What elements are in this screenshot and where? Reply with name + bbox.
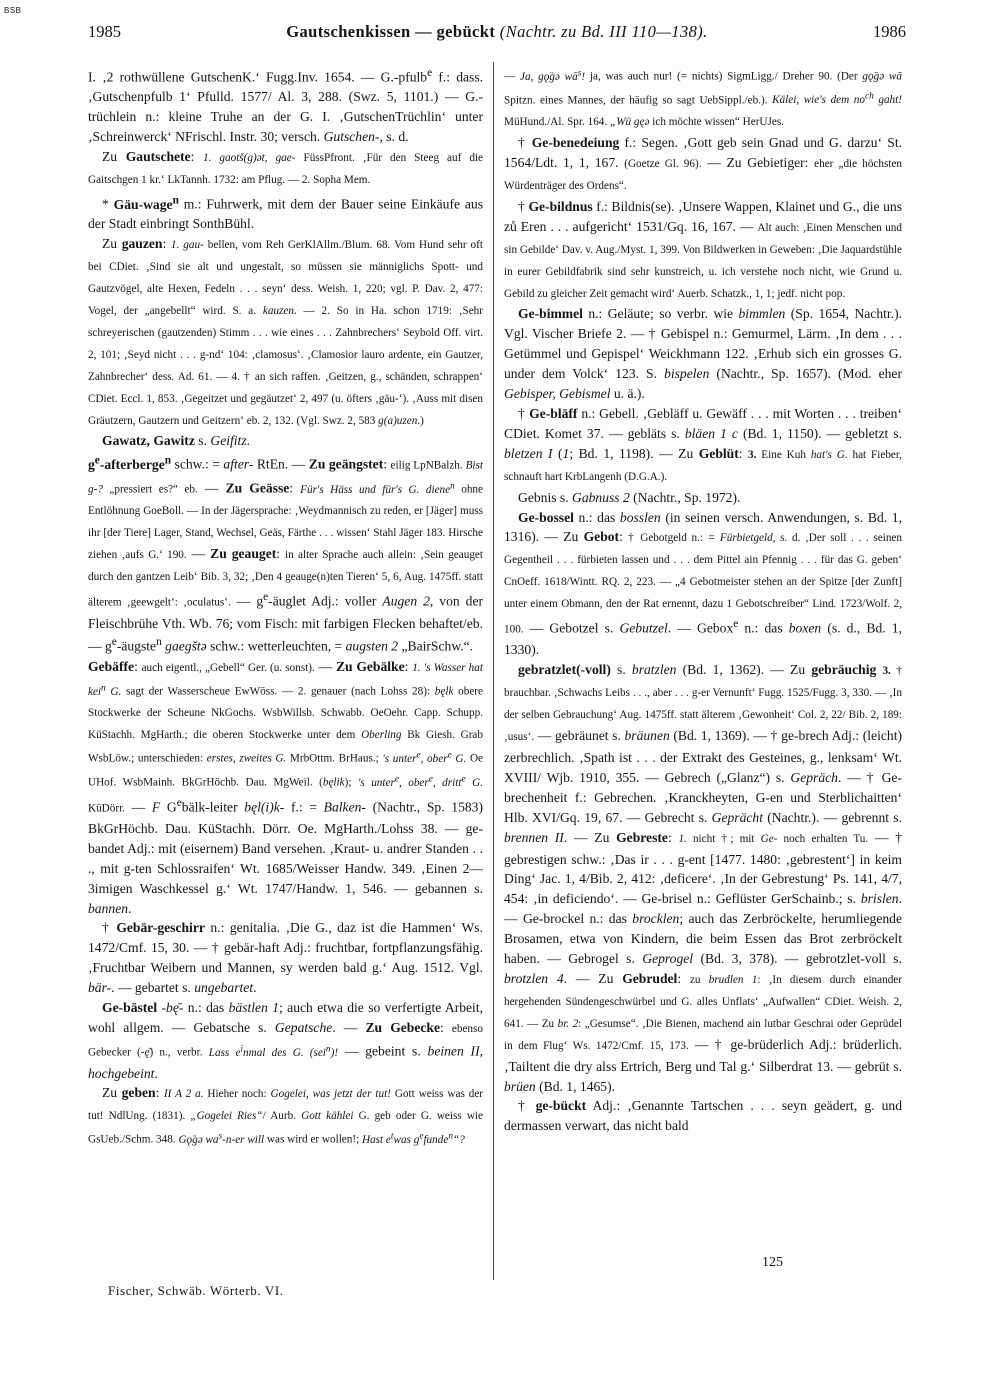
dictionary-entry: Ge-bästel -bę̄- n.: das bästlen 1; auch etwa die so verfertigte Arbeit, wohl allgem. — Gebatsche s. Gepatsche. — Zu Gebecke: ebenso Gebecker (-ę̄) n., verbr. Lass $e^inmal$ des G. (sei$^n$)! — gebeint s. beinen II, hochgebeint. xyxy=(88,1000,483,1081)
dictionary-entry: Gebnis s. Gabnuss 2 (Nachtr., Sp. 1972). xyxy=(518,489,741,505)
page-header xyxy=(88,22,906,52)
dictionary-entry: † Gebär-geschirr n.: genitalia. ‚Die G., daz ist die Hammen‘ Ws. 1472/Cmf. 15, 30. — † gebär-haft Adj.: fruchtbar, fortpflanzungsfähig. ‚Fruchtbar Weibern und Mannen, sy werden bald g.‘ Aug. 1512. Vgl. bär-. — gebartet s. ungebartet. xyxy=(88,920,483,996)
dictionary-entry: Zu Gautschete: 1. gaotš(g)ət, gae- FüssPfront. ‚Für den Steeg auf die Gaitschgen 1 kr.‘ LkTannh. 1732: am Pflug. — 2. Sopha Mem. xyxy=(88,149,483,187)
column-divider xyxy=(493,62,494,1280)
dictionary-entry: Ge-bimmel n.: Geläute; so verbr. wie bimmlen (Sp. 1654, Nachtr.). Vgl. Vischer Briefe 2. — † Gebispel n.: Gemurmel, Lärm. ‚In dem . . . Getümmel und Gepispel‘ Weickhmann 122. ‚Erhub sich ein grosses G. under dem Volck‘ 123. S. bispelen (Nachtr., Sp. 1657). (Mod. eher Gebisper, Gebismel u. ä.). xyxy=(504,306,903,402)
right-column xyxy=(504,64,902,1136)
dictionary-entry: Zu gauzen: 1. gau- bellen, vom Reh GerKlAllm./Blum. 68. Vom Hund sehr oft bei CDiet. ‚Sind sie alt und ungestalt, so müssen sie männiglichs Spott- und Gautzvögel, alte Hexen, Fedeln . . . seyn‘ dess. Weish. 1, 220; vgl. P. Dav. 2, 477: Vogel, der „angebellt“ wird. S. a. kauzen. — 2. So in Ha. schon 1719: ‚Sehr schreyerischen (gautzenden) Stimm . . . wie eines . . . Zahnbrechers‘ Seybold Off. virt. 2, 101; ‚Seyd nicht . . . g-nd‘ 104: ‚clamosus‘. ‚Clamosior lauro ardente, ein Gautzer, Zahnbrecher‘ dess. Ad. 61. — 4. † an sich raffen. ‚Geitzen, g., schänden, schrappen‘ CDiet. Eccl. 1, 853. ‚Gegeitzet und gegäutzet‘ 2, 497 (u. öfters ‚gäu-‘). ‚Auss mit disen Gräutzern, Gautzern und Geitzern‘ eb. 2, 132. (Vgl. Swz. 2, 583 g(a)uzen.) xyxy=(88,236,483,427)
left-page-number: 1985 xyxy=(88,22,121,41)
dictionary-entry: — Ja, gǫ̈gə $wā^s$! ja, was auch nur! (= nichts) SigmLigg./ Dreher 90. (Der gǫ̈gə wā Spitzn. eines Mannes, der häufig so sagt UebSippl./eb.). Kälei, wie's dem $no^{ch}$ gaht! MüHund./Al. Spr. 164. „Wü gęə ich möchte wissen“ HerUJes. xyxy=(504,68,902,129)
dictionary-entry: gebratzlet(-voll) s. bratzlen (Bd. 1, 1362). — Zu gebräuchig 3. † brauchbar. ‚Schwachs Leibs . . ., aber . . . g-er Vernunft‘ Fugg. 1525/Fugg. 3, 330. — ‚In der selben Gebrauchung‘ Aug. 1475ff. statt älterem ‚Gewonheit‘ Col. 2, 22/ Bib. 2, 189: ‚usus‘. — gebräunet s. bräunen (Bd. 1, 1369). — † ge-brech Adj.: (leicht) zerbrechlich. ‚Spath ist . . . der Extrakt des Gesteines, g., lenksam‘ Wt. XVIII/ Wjb. 1910, 355. — Gebrech („Glanz“) s. Gepräch. — † Ge-brechenheit f.: Gebrechen. ‚Kranckheyten, G-en und Sterblichaitten‘ Hlb. XVI/Gq. 19, 67. — Gebrecht s. Geprächt (Nachtr.). — gebrennt s. brennen II. — Zu Gebreste: 1. nicht †; mit Ge- noch erhalten Tu. — † gebrestigen schw.: ‚Das ir . . . g-ent [1477. 1480: ‚gebrestent‘] in keim Ding‘ Jac. 1, 4/Bib. 2, 412: ‚deficere‘. ‚In der Gebrestung‘ Ps. 141, 4/7, 454: ‚in deficiendo‘. — Ge-brisel n.: Geflüster GerSchainb.; s. brislen. — Ge-brockel n.: das brocklen; auch das Zerbröckelte, herumliegende Brosamen, etwa von Kindern, die beim Essen das Brot zerbröckelt haben. — Gebrogel s. Geprogel (Bd. 3, 378). — gebrotzlet-voll s. brotzlen 4. — Zu Gebrudel: zu brudlen 1: ‚In diesem durch einander hergehenden Sündengeschwürbel und G. alles Unflats‘ „Aufwallen“ CDiet. Weish. 2, 641. — Zu br. 2: „Gesumse“. ‚Die Bienen, machend ain lutbar Geschrai oder Geprüdel in dem Flug‘ Ws. 1472/Cmf. 15, 173. — † ge-brüderlich Adj.: brüderlich. ‚Tailtent die dry alss Ertrich, Berg und Tal g.‘ Silberdrat 13. — gebrüt s. brüen (Bd. 1, 1465). xyxy=(504,662,903,1094)
running-title-main: Gautschenkissen — gebückt xyxy=(286,22,496,41)
dictionary-entry: † Ge-bildnus f.: Bildnis(se). ‚Unsere Wappen, Klainet und G., die uns zů Eren . . . aufgericht‘ 1531/Gq. 16, 167. — Alt auch: ‚Einen Menschen und sin Gebilde‘ Dav. v. Aug./Myst. 1, 399. Von Bildwerken in Geweben: ‚Die Jaquardstühle in eurer Gebildfabrik sind sehr kunstreich, u. ich verstehe noch nicht, wie Grund u. Gebild zu gleicher Zeit gemacht wird‘ Auerb. Schatzk., 1, 1; jedf. nicht pop. xyxy=(504,198,902,300)
footer-sheet-number: 125 xyxy=(762,1255,783,1270)
dictionary-entry: $g^e-afterberge^n$ schw.: = after- RtEn. — Zu geängstet: eilig LpNBalzh. Bist g-? „pressiert es?“ eb. — Zu Geässe: Für's Häss und für's G. diene$^n$ ohne Entlöhnung GoeBoll. — In der Jägersprache: ‚Weydmannisch zu reden, er [Jäger] muss ihr [der Tiere] Lager, Stand, Wechsel, Geäs, Färthe . . . wissen‘ Stahl Jäger 183. Hirsche ziehen ‚aufs G.‘ 190. — Zu geauget: in alter Sprache auch allein: ‚Sein geauget durch den gantzen Leib‘ Bib. 3, 32; ‚Den 4 geauge(n)ten Tieren‘ 5, 6, Aug. 1475ff. statt älterem ‚geewgelt‘: ‚oculatus‘. — $g^e$-äuglet Adj.: voller Augen 2, von der Fleischbrühe Vth. Wb. 76; vom Fisch: mit farbigen Flecken behaftet/eb. — $g^e-äugste^n$ gaegštə schw.: wetterleuchten, = augsten 2 „BairSchw.“. xyxy=(88,454,484,654)
left-column xyxy=(88,64,483,1151)
dictionary-entry: † Ge-benedeiung f.: Segen. ‚Gott geb sein Gnad und G. darzu‘ St. 1564/Ldt. 1, 1, 167. (Goetze Gl. 96). — Zu Gebietiger: eher „die höchsten Würdenträger des Ordens“. xyxy=(504,135,903,192)
dictionary-entry: I. ‚2 rothwüllene GutschenK.‘ Fugg.Inv. 1654. — G.-pfulb$^e$ f.: dass. ‚Gutschenpfulb 1‘ Pfulld. 1577/ Al. 3, 288. (Swz. 5, 1101.) — G.-trüchlein n.: kleine Truhe an der G. I. ‚GutschenTrüchlin‘ unter ‚Schreinwerck‘ NFrischl. Instr. 30; versch. Gutschen-, s. d. xyxy=(88,67,484,145)
footer-signature: Fischer, Schwäb. Wörterb. VI. xyxy=(108,1283,284,1298)
dictionary-entry: Gawatz, Gawitz s. Geifitz. xyxy=(102,433,251,449)
library-stamp: BSB xyxy=(4,6,22,15)
dictionary-entry: Zu geben: II A 2 a. Hieher noch: Gogelei, was jetzt der tut! Gott weiss was der tut! NdlUng. (1831). „Gogelei Ries“/ Aurb. Gott kählei G. geb oder G. weiss wie GsUeb./Schm. 348. Gǫ̈gə $wa^s-n-er$ will was wird er wollen!; Hast $e^twas$ $g^efunde^n“$? xyxy=(88,1085,484,1146)
dictionary-entry: Gebäffe: auch eigentl., „Gebell“ Ger. (u. sonst). — Zu Gebälke: 1. 's Wasser hat kei$^n$ G. sagt der Wasserscheue EwWöss. — 2. genauer (nach Lohss 28): bęlk obere Stockwerke der Scheune NkGochs. WsbWillsb. Schwabb. OeOehr. Capp. Schupp. KüStachh. MgHarth.; die oberen Stockwerke unter dem Oberling Bk Giesh. Grab WsbLöw.; unterschieden: erstes, zweites G. MrbOttm. BrHaus.; 's unter$^e$, ober$^e$ G. Oe UHof. WsbMainh. BkGrHöchb. Dau. MgWeil. (bęlik); 's unter$^e$, ober$^e$, dritt$^e$ G. KüDörr. — F $G^ebälk$-leiter bęl(i)k- f.: = Balken- (Nachtr., Sp. 1583) BkGrHöchb. Dau. KüStachh. Dörr. Oe. MgHarth./Lohss 38. — ge-bandet Adj.: mit (eisernem) Band versehen. ‚Kraut- u. andrer Standen . . ., mit g-ten Schlossraifen‘ Wt. 1685/Weisser Handw. 349. ‚Einen 2—3imigen Waschkessel g.‘ Wt. 1747/Handw. 1, 546. — gebannen s. bannen. xyxy=(88,658,483,916)
running-title xyxy=(88,22,906,42)
dictionary-entry: † Ge-bläff n.: Gebell. ‚Gebläff u. Gewäff . . . mit Worten . . . treiben‘ CDiet. Komet 37. — gebläts s. bläen 1 c (Bd. 1, 1150). — gebletzt s. bletzen I (1; Bd. 1, 1198). — Zu Geblüt: 3. Eine Kuh hat's G. hat Fieber, schnauft hart KrbLangenh (D.G.A.). xyxy=(504,405,902,483)
dictionary-entry: * Gäu-wage$^n$ m.: Fuhrwerk, mit dem der Bauer seine Einkäufe aus der Stadt einbringt SonthBühl. xyxy=(88,193,483,232)
dictionary-entry: Ge-bossel n.: das bosslen (in seinen versch. Anwendungen, s. Bd. 1, 1316). — Zu Gebot: † Gebotgeld n.: = Fürbietgeld, s. d. ‚Der soll . . . seinen Gegentheil . . . fürbieten lassen und . . . dem Pittel ain Pfennig . . . für das G. geben‘ CnOeff. 1618/Wintt. RQ. 2, 223. — „4 Gebotmeister stehen an der Spitze [der Zunft] unter einem Obmann, den der Rat ernennt, dazu 1 Gebotschreiber“ Lind. 1723/Wolf. 2, 100. — Gebotzel s. Gebutzel. — Gebox$^e$ n.: das boxen (s. d., Bd. 1, 1330). xyxy=(504,509,902,658)
running-title-note: (Nachtr. zu Bd. III 110—138). xyxy=(499,22,708,41)
dictionary-entry: † ge-bückt Adj.: ‚Genannte Tartschen . . . seyn geädert, g. und dermassen verwart, das nicht bald xyxy=(504,1098,902,1134)
right-page-number: 1986 xyxy=(873,22,906,41)
